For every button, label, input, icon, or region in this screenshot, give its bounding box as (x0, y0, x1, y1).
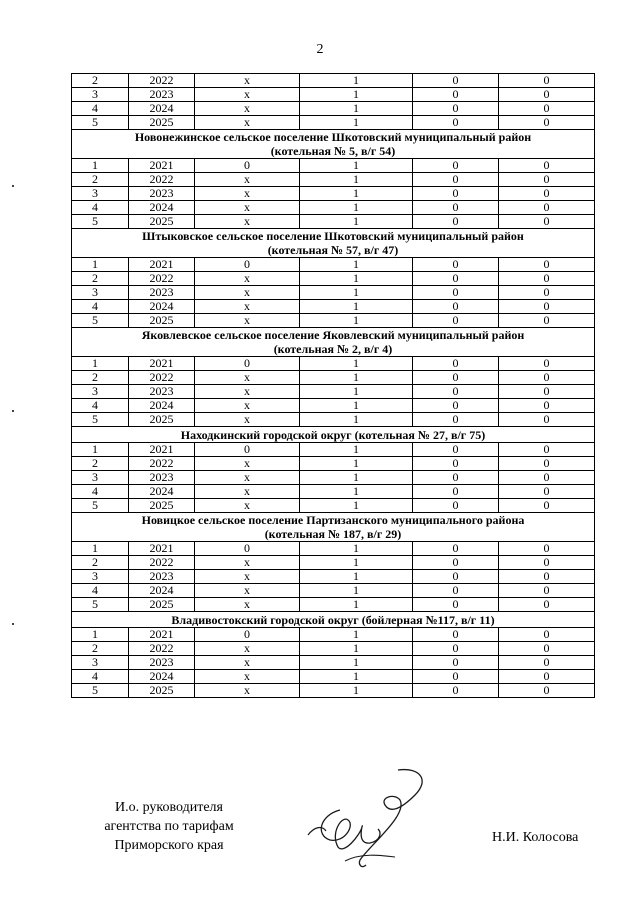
table-cell: 0 (499, 399, 595, 413)
section-title-line: Штыковское сельское поселение Шкотовский муниципальный район (142, 229, 524, 243)
table-cell: 2021 (129, 628, 195, 642)
table-cell: 0 (195, 159, 300, 173)
table-cell: 0 (413, 215, 499, 229)
table-cell: 0 (413, 413, 499, 427)
section-title (72, 229, 595, 258)
table-cell: 0 (413, 471, 499, 485)
table-cell: 2022 (129, 556, 195, 570)
table-cell: 3 (72, 286, 129, 300)
table-cell: 1 (300, 215, 413, 229)
table-cell: 2024 (129, 485, 195, 499)
table-cell: 1 (300, 457, 413, 471)
table-cell: 0 (195, 443, 300, 457)
table-row (72, 215, 595, 229)
table-row (72, 201, 595, 215)
table-cell: 0 (413, 385, 499, 399)
table-cell: 0 (499, 499, 595, 513)
table-cell: 2 (72, 642, 129, 656)
section-header-row (72, 229, 595, 258)
table-cell: 2025 (129, 116, 195, 130)
table-cell: 1 (300, 485, 413, 499)
table-row (72, 471, 595, 485)
table-row (72, 642, 595, 656)
table-cell: 2024 (129, 584, 195, 598)
table-cell: 1 (300, 187, 413, 201)
table-row (72, 628, 595, 642)
table-cell: x (195, 471, 300, 485)
table-cell: 1 (72, 159, 129, 173)
table-cell: 0 (499, 542, 595, 556)
table-cell: x (195, 201, 300, 215)
table-cell: x (195, 74, 300, 88)
table-cell: x (195, 286, 300, 300)
table-cell: x (195, 413, 300, 427)
section-title (72, 328, 595, 357)
table-cell: 1 (300, 102, 413, 116)
table-cell: 1 (300, 258, 413, 272)
table-cell: 1 (300, 201, 413, 215)
table-cell: 0 (413, 642, 499, 656)
table-cell: 3 (72, 88, 129, 102)
table-cell: 1 (300, 357, 413, 371)
table-cell: 2022 (129, 173, 195, 187)
table-cell: 1 (300, 413, 413, 427)
table-row (72, 457, 595, 471)
table-row (72, 173, 595, 187)
table-cell: 1 (300, 670, 413, 684)
table-cell: 0 (413, 102, 499, 116)
table-cell: 0 (499, 670, 595, 684)
table-cell: 0 (413, 457, 499, 471)
position-line-2: агентства по тарифам (104, 819, 234, 834)
table-cell: 1 (300, 499, 413, 513)
scan-speck (12, 623, 14, 625)
table-cell: 0 (499, 300, 595, 314)
table-cell: 1 (300, 399, 413, 413)
table-cell: 0 (413, 357, 499, 371)
table-row (72, 187, 595, 201)
table-cell: 3 (72, 656, 129, 670)
table-cell: 2023 (129, 385, 195, 399)
table-cell: 0 (413, 173, 499, 187)
table-cell: x (195, 642, 300, 656)
table-cell: 0 (499, 116, 595, 130)
table-cell: 2 (72, 74, 129, 88)
section-title-line: (котельная № 5, в/г 54) (270, 144, 396, 158)
table-cell: x (195, 485, 300, 499)
table-cell: x (195, 385, 300, 399)
table-row (72, 371, 595, 385)
table-cell: 1 (72, 258, 129, 272)
table-cell: x (195, 457, 300, 471)
table-cell: 2025 (129, 598, 195, 612)
table-row (72, 258, 595, 272)
table-cell: 0 (195, 258, 300, 272)
table-cell: 1 (300, 159, 413, 173)
table-cell: 2023 (129, 471, 195, 485)
table-cell: x (195, 272, 300, 286)
table-cell: x (195, 314, 300, 328)
table-cell: 1 (300, 584, 413, 598)
table-row (72, 443, 595, 457)
table-cell: 1 (300, 598, 413, 612)
table-cell: 1 (300, 542, 413, 556)
table-cell: x (195, 371, 300, 385)
table-cell: 4 (72, 485, 129, 499)
table-cell: 2 (72, 556, 129, 570)
table-row (72, 88, 595, 102)
signatory-position (84, 798, 254, 855)
table-cell: 0 (499, 314, 595, 328)
table-row (72, 584, 595, 598)
table-cell: 2021 (129, 159, 195, 173)
table-cell: 2021 (129, 443, 195, 457)
section-title-line: Новонежинское сельское поселение Шкотовский муниципальный район (134, 130, 532, 144)
table-cell: 0 (413, 443, 499, 457)
table-row (72, 670, 595, 684)
table-cell: x (195, 556, 300, 570)
table-cell: 5 (72, 215, 129, 229)
section-title-line: (котельная № 57, в/г 47) (267, 243, 399, 257)
table-row (72, 159, 595, 173)
table-cell: 2 (72, 371, 129, 385)
table-cell: 0 (499, 215, 595, 229)
table-cell: 0 (413, 656, 499, 670)
table-cell: 0 (499, 471, 595, 485)
table-cell: 2022 (129, 642, 195, 656)
table-cell: 0 (195, 357, 300, 371)
table-cell: 3 (72, 187, 129, 201)
section-header-row (72, 427, 595, 443)
section-header-row (72, 513, 595, 542)
table-cell: 1 (300, 570, 413, 584)
table-cell: 0 (413, 201, 499, 215)
table-cell: 0 (413, 556, 499, 570)
table-cell: 1 (300, 385, 413, 399)
table-cell: 2024 (129, 201, 195, 215)
table-cell: 2021 (129, 258, 195, 272)
table-cell: 0 (499, 371, 595, 385)
table-cell: 0 (499, 413, 595, 427)
section-title (72, 427, 595, 443)
section-title-line: Владивостокский городской округ (бойлерная №117, в/г 11) (171, 612, 495, 627)
table-cell: 1 (300, 88, 413, 102)
table-cell: 2022 (129, 457, 195, 471)
table-cell: 5 (72, 598, 129, 612)
table-cell: 0 (499, 88, 595, 102)
table-cell: 0 (499, 357, 595, 371)
table-cell: 0 (499, 272, 595, 286)
table-cell: 1 (300, 656, 413, 670)
table-cell: 2 (72, 457, 129, 471)
table-row (72, 499, 595, 513)
table-cell: 2021 (129, 542, 195, 556)
table-cell: 0 (499, 187, 595, 201)
table-cell: 2024 (129, 300, 195, 314)
table-cell: 0 (499, 201, 595, 215)
table-row (72, 598, 595, 612)
table-cell: 0 (413, 684, 499, 698)
section-title (72, 612, 595, 628)
table-cell: 1 (300, 642, 413, 656)
table-cell: 4 (72, 670, 129, 684)
table-cell: 0 (499, 556, 595, 570)
table-cell: 5 (72, 314, 129, 328)
table-cell: 0 (413, 74, 499, 88)
scan-speck (12, 410, 14, 412)
table-cell: 0 (413, 159, 499, 173)
table-row (72, 385, 595, 399)
table-cell: x (195, 570, 300, 584)
table-cell: 2 (72, 173, 129, 187)
table-cell: 3 (72, 570, 129, 584)
table-cell: x (195, 173, 300, 187)
table-cell: 0 (499, 485, 595, 499)
section-header-row (72, 612, 595, 628)
table-cell: 1 (300, 272, 413, 286)
table-cell: x (195, 300, 300, 314)
table-cell: 1 (300, 116, 413, 130)
page-number: 2 (316, 42, 324, 57)
table-cell: x (195, 399, 300, 413)
table-cell: 1 (72, 443, 129, 457)
section-title-line: Новицкое сельское поселение Партизанского муниципального района (141, 513, 525, 527)
table-cell: 0 (499, 102, 595, 116)
table-cell: 0 (499, 598, 595, 612)
table-cell: x (195, 584, 300, 598)
table-cell: 2023 (129, 286, 195, 300)
table-cell: 2025 (129, 314, 195, 328)
table-cell: x (195, 116, 300, 130)
section-title (72, 130, 595, 159)
scan-speck (12, 185, 14, 187)
table-cell: 0 (499, 258, 595, 272)
table-cell: 1 (300, 371, 413, 385)
table-cell: 0 (413, 116, 499, 130)
table-cell: 1 (300, 471, 413, 485)
table-cell: 0 (413, 314, 499, 328)
table-cell: 0 (413, 272, 499, 286)
table-row (72, 684, 595, 698)
table-cell: 1 (300, 314, 413, 328)
table-cell: 2 (72, 272, 129, 286)
table-cell: 0 (413, 542, 499, 556)
table-cell: 5 (72, 413, 129, 427)
table-cell: 0 (413, 88, 499, 102)
table-cell: 2023 (129, 187, 195, 201)
table-row (72, 399, 595, 413)
table-cell: x (195, 670, 300, 684)
table-cell: 1 (300, 556, 413, 570)
table-cell: x (195, 215, 300, 229)
table-cell: 0 (413, 258, 499, 272)
table-cell: 4 (72, 584, 129, 598)
table-row (72, 542, 595, 556)
table-row (72, 300, 595, 314)
table-cell: 2025 (129, 684, 195, 698)
table-cell: 2024 (129, 102, 195, 116)
table-cell: 0 (499, 684, 595, 698)
table-cell: 5 (72, 499, 129, 513)
table-cell: 0 (499, 443, 595, 457)
table-cell: 1 (300, 628, 413, 642)
table-cell: 1 (300, 286, 413, 300)
table-cell: 1 (300, 173, 413, 187)
table-cell: 1 (300, 300, 413, 314)
table-cell: 0 (499, 584, 595, 598)
table-cell: 0 (413, 628, 499, 642)
table-row (72, 116, 595, 130)
table-cell: 0 (195, 628, 300, 642)
position-line-3: Приморского края (114, 838, 224, 853)
table-cell: 1 (72, 542, 129, 556)
table-cell: x (195, 499, 300, 513)
table-row (72, 314, 595, 328)
table-row (72, 272, 595, 286)
table-cell: x (195, 88, 300, 102)
table-cell: 4 (72, 102, 129, 116)
table-cell: 2025 (129, 215, 195, 229)
table-row (72, 102, 595, 116)
table-row (72, 485, 595, 499)
table-cell: 0 (499, 385, 595, 399)
table-cell: 0 (499, 159, 595, 173)
table-cell: 1 (300, 684, 413, 698)
table-cell: 0 (413, 300, 499, 314)
table-cell: 1 (300, 74, 413, 88)
table-row (72, 357, 595, 371)
table-cell: 0 (499, 74, 595, 88)
table-row (72, 286, 595, 300)
table-cell: 5 (72, 684, 129, 698)
table-row (72, 656, 595, 670)
table-cell: 1 (300, 443, 413, 457)
table-cell: 0 (413, 371, 499, 385)
section-title-line: Находкинский городской округ (котельная № 27, в/г 75) (180, 427, 486, 442)
table-row (72, 413, 595, 427)
section-title-line: Яковлевское сельское поселение Яковлевский муниципальный район (141, 328, 525, 342)
table-cell: 0 (499, 642, 595, 656)
table-cell: x (195, 102, 300, 116)
table-cell: 0 (499, 286, 595, 300)
table-cell: 2022 (129, 371, 195, 385)
table-cell: 0 (499, 570, 595, 584)
table-row (72, 556, 595, 570)
table-cell: 0 (413, 570, 499, 584)
tariff-table (71, 73, 595, 698)
table-cell: 4 (72, 300, 129, 314)
signatory-name: Н.И. Колосова (492, 830, 579, 845)
position-line-1: И.о. руководителя (114, 800, 223, 815)
table-cell: 2024 (129, 670, 195, 684)
table-cell: x (195, 598, 300, 612)
table-cell: 2025 (129, 499, 195, 513)
table-cell: 0 (499, 173, 595, 187)
table-cell: 1 (72, 628, 129, 642)
table-cell: 3 (72, 385, 129, 399)
section-header-row (72, 328, 595, 357)
table-cell: 0 (195, 542, 300, 556)
table-cell: 0 (413, 598, 499, 612)
table-cell: 0 (413, 187, 499, 201)
section-title-line: (котельная № 2, в/г 4) (273, 342, 393, 356)
table-cell: x (195, 684, 300, 698)
table-row (72, 74, 595, 88)
table-cell: x (195, 187, 300, 201)
section-title (72, 513, 595, 542)
table-cell: 3 (72, 471, 129, 485)
table-cell: 2022 (129, 272, 195, 286)
table-cell: 2023 (129, 570, 195, 584)
table-cell: 4 (72, 201, 129, 215)
table-cell: 0 (413, 286, 499, 300)
table-row (72, 570, 595, 584)
handwritten-signature (300, 765, 440, 875)
table-cell: 0 (413, 399, 499, 413)
table-cell: x (195, 656, 300, 670)
table-cell: 0 (413, 584, 499, 598)
table-cell: 5 (72, 116, 129, 130)
table-cell: 2021 (129, 357, 195, 371)
section-header-row (72, 130, 595, 159)
table-cell: 0 (499, 628, 595, 642)
table-cell: 2023 (129, 656, 195, 670)
table-cell: 2022 (129, 74, 195, 88)
section-title-line: (котельная № 187, в/г 29) (264, 527, 402, 541)
table-cell: 0 (413, 499, 499, 513)
table-cell: 4 (72, 399, 129, 413)
table-cell: 0 (499, 656, 595, 670)
table-cell: 2024 (129, 399, 195, 413)
table-cell: 0 (499, 457, 595, 471)
table-cell: 0 (413, 670, 499, 684)
table-cell: 2025 (129, 413, 195, 427)
table-cell: 0 (413, 485, 499, 499)
table-cell: 1 (72, 357, 129, 371)
table-cell: 2023 (129, 88, 195, 102)
